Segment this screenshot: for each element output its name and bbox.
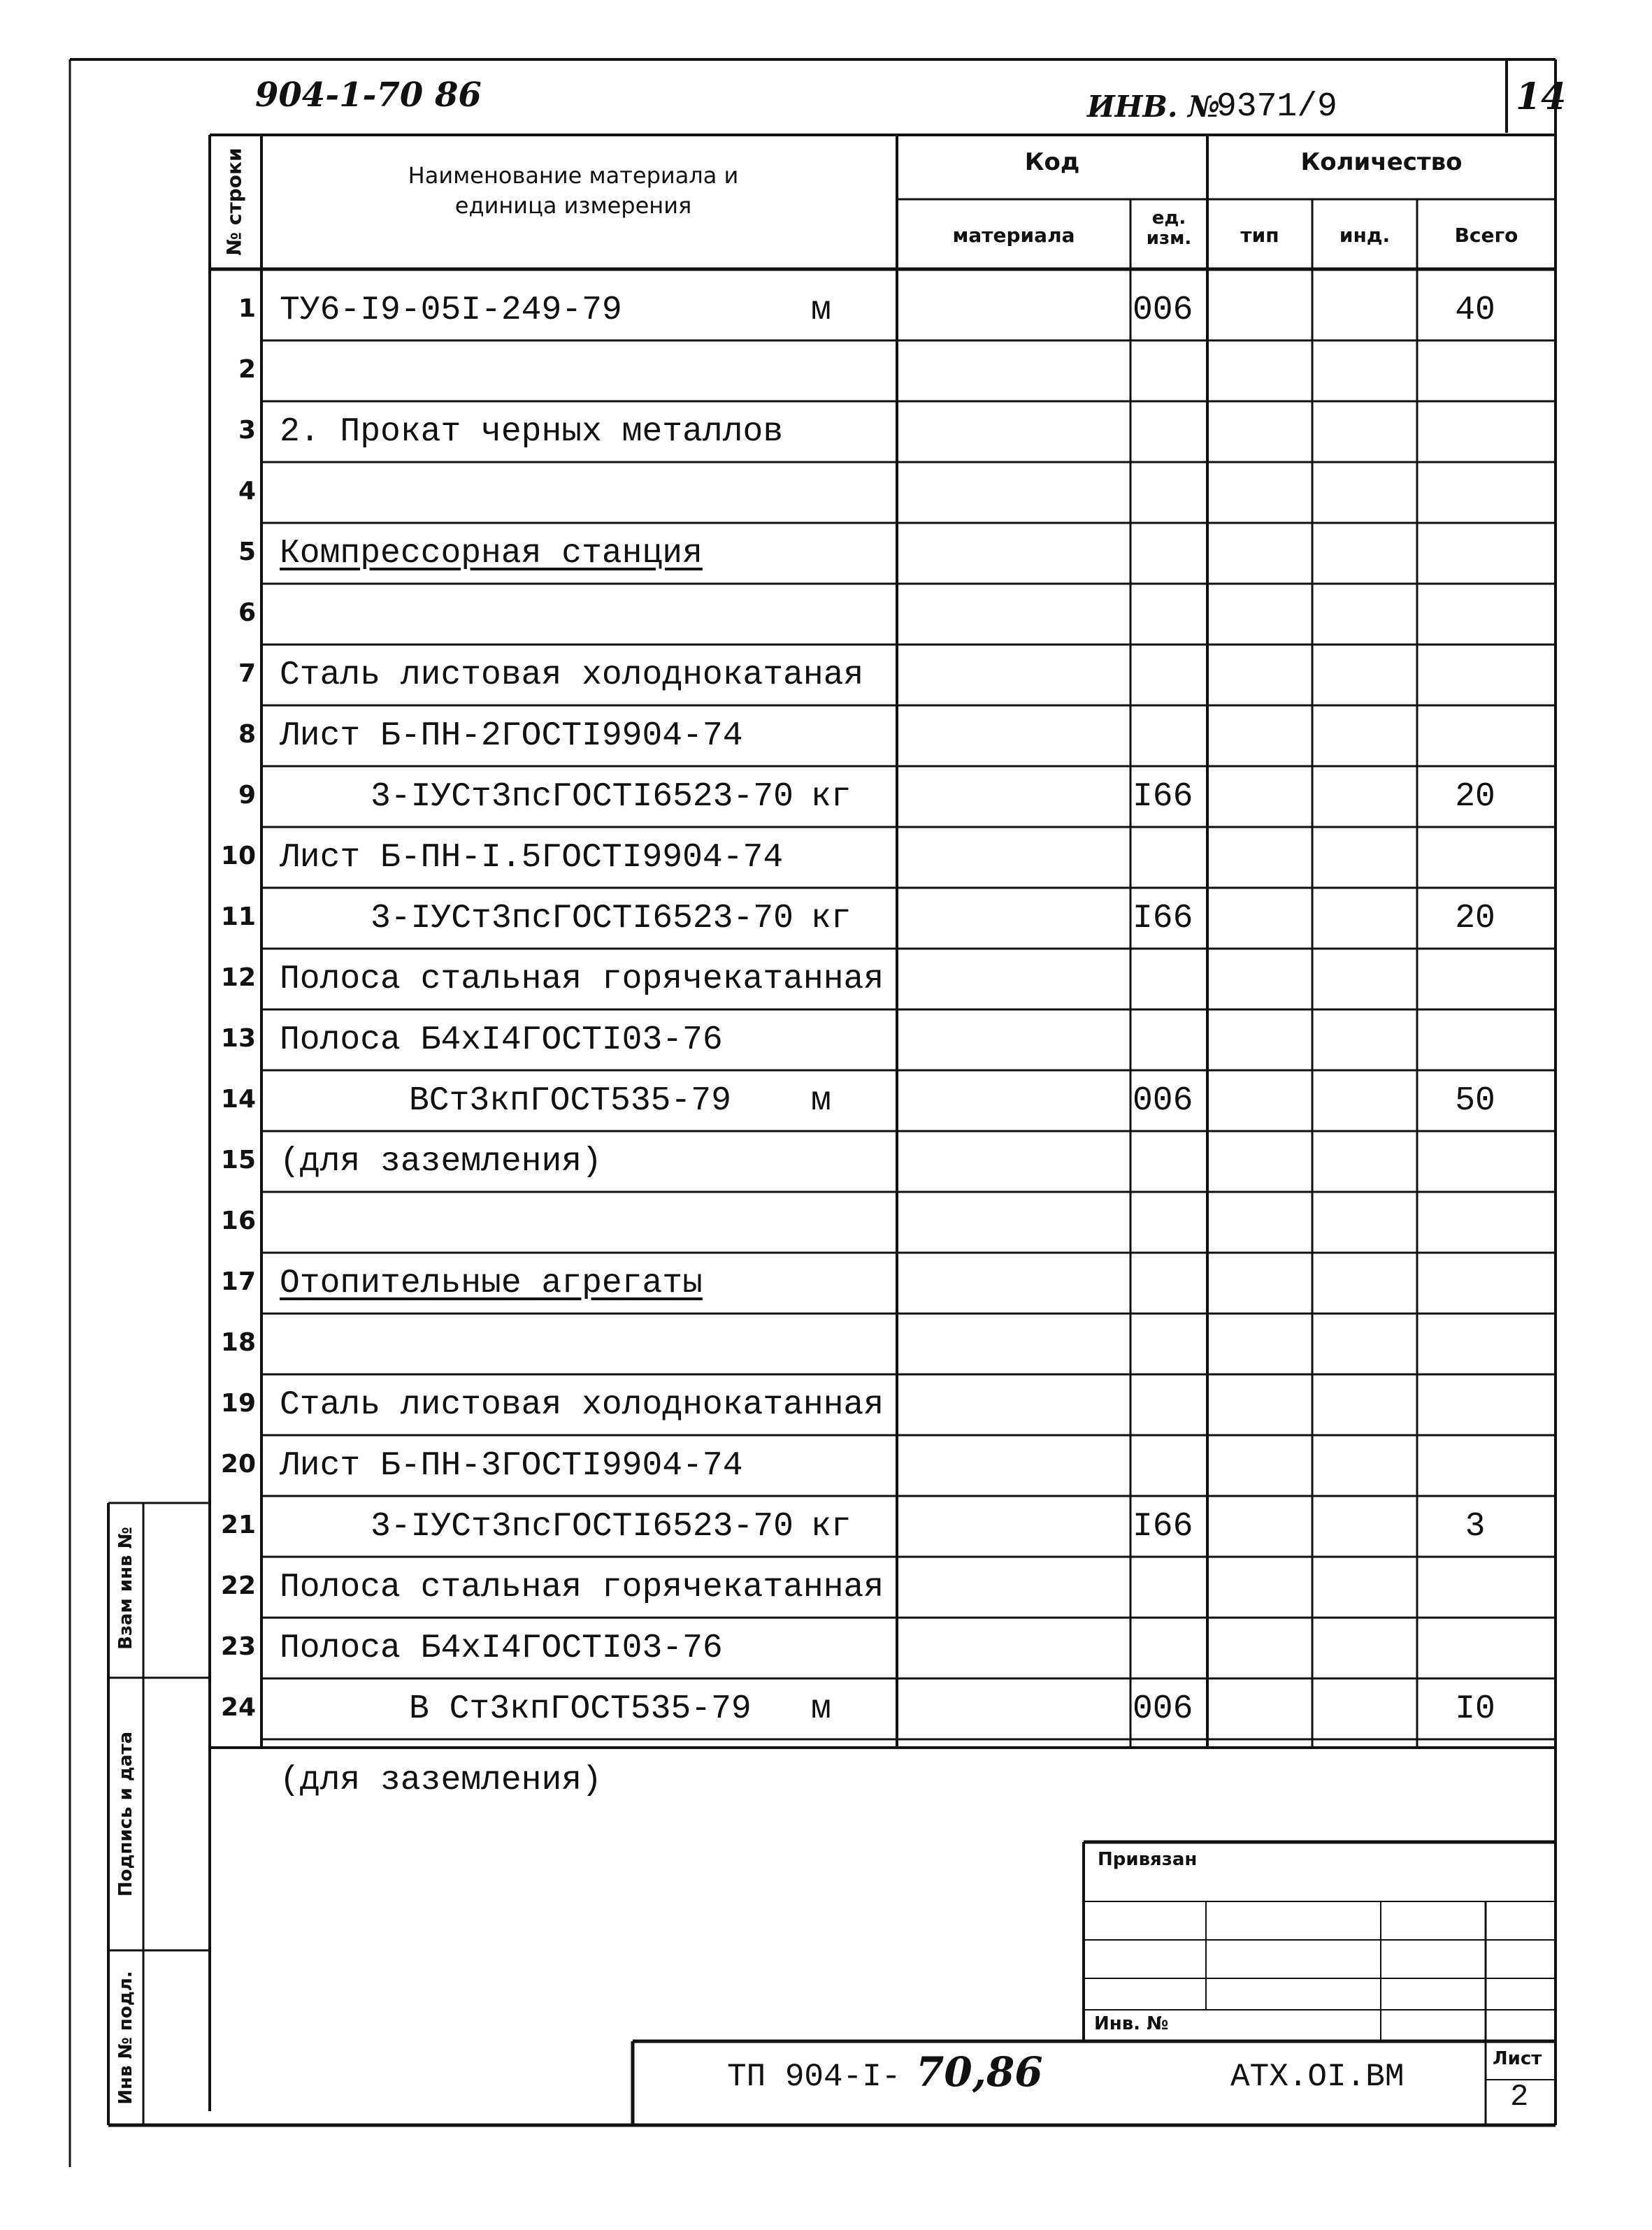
row-unit: кг: [811, 900, 852, 937]
row-material-name: Лист Б-ПН-I.5ГОСТI9904-74: [280, 839, 784, 877]
row-number: 11: [220, 902, 256, 931]
doc-number-handwritten: 904-1-70 86: [255, 75, 482, 115]
margin-signature-date: Подпись и дата: [115, 1731, 136, 1897]
row-material-name: В Ст3кпГОСТ535-79: [409, 1690, 752, 1728]
project-suffix-handwritten: 70,86: [916, 2048, 1043, 2096]
row-number: 15: [220, 1146, 256, 1174]
table-row: [0, 1378, 1652, 1439]
row-number: 16: [220, 1207, 256, 1235]
table-row: [0, 1256, 1652, 1317]
table-row: [0, 1560, 1652, 1621]
row-number: 1: [238, 294, 256, 323]
row-unit: м: [811, 1082, 831, 1120]
table-row: [0, 344, 1652, 405]
table-row: [0, 405, 1652, 466]
header-row-number: № строки: [222, 148, 246, 256]
table-row: [0, 283, 1652, 344]
stamp-inv-label: Инв. №: [1094, 2013, 1169, 2034]
after-table-text: (для заземления): [280, 1762, 602, 1799]
header-code-unit: ед. изм.: [1146, 208, 1192, 249]
row-number: 17: [220, 1267, 256, 1296]
row-number: 6: [238, 598, 256, 627]
row-number: 22: [220, 1571, 256, 1600]
row-number: 12: [220, 963, 256, 992]
table-row: [0, 1439, 1652, 1499]
header-qty-type: тип: [1240, 224, 1279, 247]
row-number: 13: [220, 1024, 256, 1053]
row-number: 5: [238, 538, 256, 566]
row-unit-code: 006: [1133, 292, 1193, 329]
row-number: 20: [220, 1450, 256, 1479]
row-unit: кг: [811, 1508, 852, 1546]
row-quantity-total: 20: [1455, 900, 1495, 937]
row-quantity-total: 20: [1455, 778, 1495, 816]
row-material-name: ТУ6-I9-05I-249-79: [280, 292, 622, 329]
table-row: [0, 526, 1652, 587]
table-row: [0, 1074, 1652, 1135]
table-row: [0, 1499, 1652, 1560]
row-unit: м: [811, 292, 831, 329]
row-material-name: 3-IУСт3псГОСТI6523-70: [371, 900, 793, 937]
table-row: [0, 952, 1652, 1013]
row-unit-code: 006: [1133, 1082, 1193, 1120]
row-material-name: Полоса Б4хI4ГОСТI03-76: [280, 1021, 723, 1059]
header-qty-ind: инд.: [1339, 224, 1391, 247]
row-material-name: 3-IУСт3псГОСТI6523-70: [371, 1508, 793, 1546]
row-unit-code: I66: [1133, 778, 1193, 816]
row-quantity-total: 3: [1465, 1508, 1486, 1546]
table-row: [0, 1135, 1652, 1195]
row-material-name: Полоса стальная горячекатанная: [280, 961, 884, 998]
header-code-material: материала: [952, 224, 1075, 247]
table-row: [0, 648, 1652, 709]
row-quantity-total: I0: [1455, 1690, 1495, 1728]
table-row: [0, 830, 1652, 891]
row-material-name: Сталь листовая холоднокатанная: [280, 1386, 884, 1424]
header-qty-total: Всего: [1454, 224, 1518, 247]
header-code: Код: [1024, 148, 1080, 176]
row-material-name: Полоса Б4хI4ГОСТI03-76: [280, 1630, 723, 1667]
row-number: 4: [238, 477, 256, 505]
row-material-name: Отопительные агрегаты: [280, 1265, 703, 1302]
table-row: [0, 891, 1652, 952]
row-number: 14: [220, 1085, 256, 1114]
row-unit: м: [811, 1690, 831, 1728]
row-number: 21: [220, 1511, 256, 1539]
row-number: 24: [220, 1693, 256, 1722]
sheet-label: Лист: [1493, 2048, 1542, 2069]
row-material-name: 3-IУСт3псГОСТI6523-70: [371, 778, 793, 816]
margin-replace-inv: Взам инв №: [115, 1527, 136, 1650]
stamp-linked-label: Привязан: [1098, 1849, 1198, 1870]
inventory-number: 9371/9: [1216, 88, 1337, 126]
table-row: [0, 1013, 1652, 1074]
table-row: [0, 1195, 1652, 1256]
table-row: [0, 709, 1652, 770]
table-row: [0, 1682, 1652, 1743]
row-number: 8: [238, 720, 256, 749]
row-material-name: Лист Б-ПН-3ГОСТI9904-74: [280, 1447, 743, 1485]
project-prefix: ТП 904-I-: [727, 2059, 901, 2095]
table-row: [0, 466, 1652, 526]
row-number: 2: [238, 355, 256, 384]
row-material-name: Полоса стальная горячекатанная: [280, 1569, 884, 1606]
row-material-name: ВСт3кпГОСТ535-79: [409, 1082, 731, 1120]
row-number: 3: [238, 416, 256, 445]
row-quantity-total: 50: [1455, 1082, 1495, 1120]
table-row: [0, 770, 1652, 830]
row-number: 18: [220, 1328, 256, 1357]
row-number: 10: [220, 842, 256, 870]
row-unit-code: I66: [1133, 900, 1193, 937]
row-number: 9: [238, 781, 256, 810]
row-number: 7: [238, 659, 256, 688]
row-quantity-total: 40: [1455, 292, 1495, 329]
header-quantity: Количество: [1300, 148, 1463, 176]
row-unit: кг: [811, 778, 852, 816]
table-row: [0, 1621, 1652, 1682]
row-number: 19: [220, 1389, 256, 1418]
header-name: Наименование материала и единица измерения: [408, 162, 739, 220]
drawing-code: АТХ.ОI.ВМ: [1230, 2059, 1405, 2095]
table-row: [0, 587, 1652, 648]
page-number-handwritten: 14: [1516, 75, 1567, 118]
inventory-label: ИНВ. №: [1087, 89, 1220, 124]
row-material-name: (для заземления): [280, 1143, 602, 1181]
row-material-name: Лист Б-ПН-2ГОСТI9904-74: [280, 717, 743, 755]
row-unit-code: 006: [1133, 1690, 1193, 1728]
row-number: 23: [220, 1632, 256, 1661]
row-material-name: Сталь листовая холоднокатаная: [280, 656, 864, 694]
row-material-name: 2. Прокат черных металлов: [280, 413, 784, 451]
row-material-name: Компрессорная станция: [280, 535, 703, 573]
margin-inv-original: Инв № подл.: [115, 1971, 136, 2105]
sheet-number: 2: [1510, 2080, 1529, 2115]
row-unit-code: I66: [1133, 1508, 1193, 1546]
table-row: [0, 1317, 1652, 1378]
